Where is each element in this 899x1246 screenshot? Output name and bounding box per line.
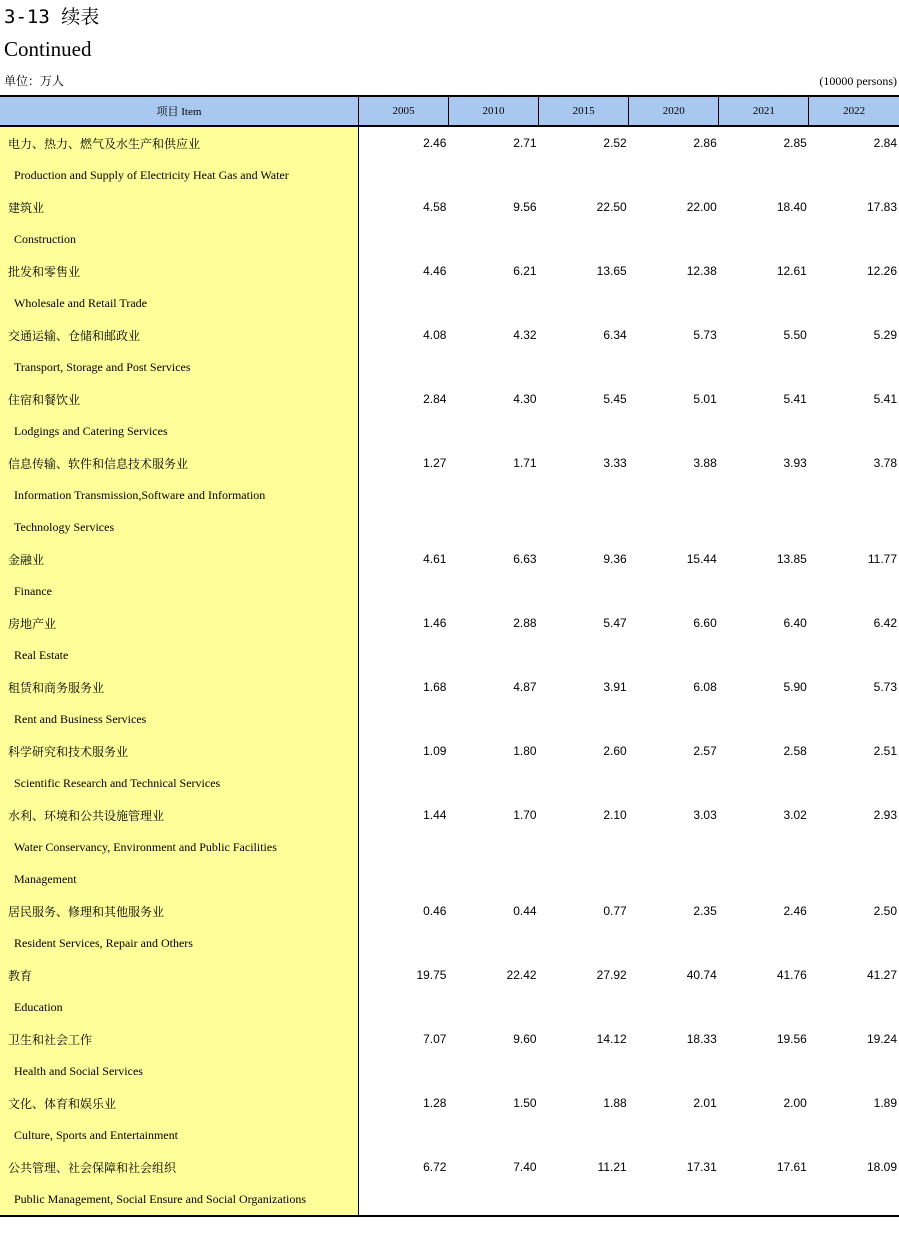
table-cell-empty bbox=[358, 927, 448, 959]
table-row-en bbox=[0, 863, 899, 895]
table-row bbox=[0, 255, 899, 287]
table-cell-value: 14.12 bbox=[596, 1032, 627, 1046]
table-cell-empty bbox=[629, 703, 719, 735]
table-cell-value: 22.00 bbox=[686, 200, 717, 214]
row-label-cn: 公共管理、社会保障和社会组织 bbox=[0, 1151, 358, 1183]
table-cell-value: 1.44 bbox=[423, 808, 447, 822]
table-cell-value: 9.60 bbox=[513, 1032, 537, 1046]
table-cell-empty bbox=[719, 1055, 809, 1087]
row-label-en: Production and Supply of Electricity Heat Gas and Water bbox=[0, 159, 358, 191]
table-cell-value: 5.41 bbox=[783, 392, 807, 406]
table-row-en bbox=[0, 159, 899, 191]
table-row-en bbox=[0, 223, 899, 255]
table-row-en bbox=[0, 351, 899, 383]
table-cell-empty bbox=[358, 575, 448, 607]
row-label-cn: 教育 bbox=[0, 959, 358, 991]
table-cell-empty bbox=[448, 927, 538, 959]
table-cell-value: 6.42 bbox=[873, 616, 897, 630]
table-cell-empty bbox=[358, 1055, 448, 1087]
table-cell-empty bbox=[358, 863, 448, 895]
table-cell-value: 1.71 bbox=[513, 456, 537, 470]
table-cell-value: 2.93 bbox=[873, 808, 897, 822]
table-cell-value: 4.32 bbox=[513, 328, 537, 342]
table-cell-value: 2.01 bbox=[693, 1096, 717, 1110]
table-row-en bbox=[0, 1055, 899, 1087]
table-cell-value: 17.31 bbox=[686, 1160, 717, 1174]
row-label-cn: 建筑业 bbox=[0, 191, 358, 223]
table-cell-empty bbox=[358, 223, 448, 255]
table-row-en bbox=[0, 511, 899, 543]
table-cell-value: 2.60 bbox=[603, 744, 627, 758]
table-cell-value: 5.90 bbox=[783, 680, 807, 694]
row-label-cn: 批发和零售业 bbox=[0, 255, 358, 287]
table-cell-empty bbox=[539, 351, 629, 383]
table-cell-empty bbox=[358, 511, 448, 543]
table-cell-value: 1.89 bbox=[873, 1096, 897, 1110]
table-cell-value: 3.33 bbox=[603, 456, 627, 470]
table-cell-empty bbox=[629, 991, 719, 1023]
table-row bbox=[0, 447, 899, 479]
table-row-en bbox=[0, 1183, 899, 1216]
table-cell-empty bbox=[809, 1183, 899, 1216]
table-cell-value: 5.41 bbox=[873, 392, 897, 406]
table-cell-empty bbox=[358, 1183, 448, 1216]
table-cell-value: 19.75 bbox=[416, 968, 447, 982]
table-row bbox=[0, 799, 899, 831]
table-cell-value: 0.44 bbox=[513, 904, 537, 918]
table-cell-value: 6.60 bbox=[693, 616, 717, 630]
table-cell-value: 2.71 bbox=[513, 136, 537, 150]
table-cell-value: 4.87 bbox=[513, 680, 537, 694]
header-year: 2021 bbox=[719, 96, 809, 126]
table-row-en bbox=[0, 415, 899, 447]
table-cell-empty bbox=[539, 575, 629, 607]
table-cell-empty bbox=[809, 863, 899, 895]
table-cell-empty bbox=[539, 639, 629, 671]
table-cell-value: 2.88 bbox=[513, 616, 537, 630]
table-cell-empty bbox=[629, 159, 719, 191]
table-cell-value: 11.21 bbox=[597, 1160, 627, 1174]
table-cell-empty bbox=[539, 991, 629, 1023]
table-row bbox=[0, 735, 899, 767]
table-row bbox=[0, 1087, 899, 1119]
table-cell-empty bbox=[719, 415, 809, 447]
header-year: 2020 bbox=[629, 96, 719, 126]
table-cell-empty bbox=[719, 575, 809, 607]
header-year: 2010 bbox=[448, 96, 538, 126]
table-cell-value: 1.50 bbox=[513, 1096, 537, 1110]
table-cell-empty bbox=[539, 863, 629, 895]
table-cell-value: 1.80 bbox=[513, 744, 537, 758]
header-year: 2015 bbox=[539, 96, 629, 126]
table-cell-empty bbox=[719, 831, 809, 863]
table-title-cn: 3-13 续表 bbox=[4, 6, 100, 28]
table-cell-empty bbox=[809, 223, 899, 255]
table-cell-empty bbox=[809, 1055, 899, 1087]
table-cell-value: 5.47 bbox=[603, 616, 627, 630]
table-cell-value: 41.76 bbox=[776, 968, 807, 982]
table-cell-value: 6.72 bbox=[423, 1160, 447, 1174]
table-cell-empty bbox=[358, 639, 448, 671]
table-row bbox=[0, 126, 899, 159]
row-label-cn: 科学研究和技术服务业 bbox=[0, 735, 358, 767]
table-cell-empty bbox=[719, 863, 809, 895]
table-cell-value: 18.40 bbox=[776, 200, 807, 214]
table-row-en bbox=[0, 1119, 899, 1151]
header-year: 2005 bbox=[358, 96, 448, 126]
table-cell-empty bbox=[358, 479, 448, 511]
table-body bbox=[0, 126, 899, 1216]
table-cell-value: 1.46 bbox=[423, 616, 447, 630]
table-cell-value: 5.73 bbox=[693, 328, 717, 342]
table-cell-value: 4.58 bbox=[423, 200, 447, 214]
table-cell-value: 13.65 bbox=[596, 264, 627, 278]
table-cell-empty bbox=[448, 1183, 538, 1216]
table-cell-empty bbox=[358, 991, 448, 1023]
table-cell-value: 4.30 bbox=[513, 392, 537, 406]
row-label-en: Education bbox=[0, 991, 358, 1023]
table-cell-empty bbox=[719, 927, 809, 959]
table-cell-empty bbox=[809, 703, 899, 735]
table-cell-empty bbox=[539, 511, 629, 543]
table-cell-empty bbox=[539, 159, 629, 191]
table-cell-empty bbox=[809, 991, 899, 1023]
table-cell-value: 3.88 bbox=[693, 456, 717, 470]
table-cell-value: 15.44 bbox=[686, 552, 717, 566]
table-cell-value: 5.73 bbox=[873, 680, 897, 694]
table-cell-value: 1.68 bbox=[423, 680, 447, 694]
table-cell-empty bbox=[809, 639, 899, 671]
table-cell-empty bbox=[448, 287, 538, 319]
row-label-en: Health and Social Services bbox=[0, 1055, 358, 1087]
table-cell-empty bbox=[809, 1119, 899, 1151]
table-cell-value: 3.93 bbox=[783, 456, 807, 470]
table-cell-value: 2.46 bbox=[783, 904, 807, 918]
table-cell-empty bbox=[719, 703, 809, 735]
table-cell-empty bbox=[448, 479, 538, 511]
table-cell-empty bbox=[719, 1119, 809, 1151]
row-label-cn: 文化、体育和娱乐业 bbox=[0, 1087, 358, 1119]
table-cell-value: 18.09 bbox=[866, 1160, 897, 1174]
table-cell-empty bbox=[629, 287, 719, 319]
table-cell-empty bbox=[539, 479, 629, 511]
table-cell-value: 3.03 bbox=[693, 808, 717, 822]
table-cell-empty bbox=[809, 351, 899, 383]
table-cell-empty bbox=[809, 287, 899, 319]
header-item: 项目 Item bbox=[0, 96, 358, 126]
table-cell-value: 7.07 bbox=[423, 1032, 447, 1046]
table-cell-empty bbox=[358, 159, 448, 191]
row-label-en: Water Conservancy, Environment and Public Facilities bbox=[0, 831, 358, 863]
row-label-cn: 水利、环境和公共设施管理业 bbox=[0, 799, 358, 831]
table-cell-empty bbox=[809, 479, 899, 511]
table-cell-empty bbox=[448, 703, 538, 735]
table-cell-empty bbox=[448, 831, 538, 863]
table-cell-value: 2.46 bbox=[423, 136, 447, 150]
table-row bbox=[0, 959, 899, 991]
table-cell-empty bbox=[809, 831, 899, 863]
table-row bbox=[0, 383, 899, 415]
table-cell-empty bbox=[719, 991, 809, 1023]
table-cell-value: 3.78 bbox=[873, 456, 897, 470]
table-cell-value: 1.27 bbox=[423, 456, 447, 470]
table-cell-empty bbox=[629, 1119, 719, 1151]
table-cell-value: 2.85 bbox=[783, 136, 807, 150]
table-row bbox=[0, 1023, 899, 1055]
table-row-en bbox=[0, 287, 899, 319]
table-cell-value: 3.91 bbox=[603, 680, 627, 694]
row-label-cn: 电力、热力、燃气及水生产和供应业 bbox=[0, 126, 358, 159]
table-cell-empty bbox=[539, 287, 629, 319]
table-cell-value: 22.50 bbox=[596, 200, 627, 214]
table-cell-value: 2.00 bbox=[783, 1096, 807, 1110]
table-cell-empty bbox=[448, 767, 538, 799]
table-row-en bbox=[0, 831, 899, 863]
table-cell-value: 2.57 bbox=[693, 744, 717, 758]
table-cell-value: 12.38 bbox=[686, 264, 717, 278]
table-cell-value: 2.58 bbox=[783, 744, 807, 758]
table-cell-empty bbox=[719, 351, 809, 383]
table-cell-empty bbox=[809, 927, 899, 959]
table-cell-value: 1.09 bbox=[423, 744, 447, 758]
table-cell-empty bbox=[539, 1183, 629, 1216]
table-cell-empty bbox=[358, 831, 448, 863]
table-cell-value: 5.50 bbox=[783, 328, 807, 342]
table-cell-value: 2.10 bbox=[603, 808, 627, 822]
table-row-en bbox=[0, 927, 899, 959]
table-cell-empty bbox=[448, 575, 538, 607]
table-row-en bbox=[0, 479, 899, 511]
row-label-cn: 房地产业 bbox=[0, 607, 358, 639]
table-cell-empty bbox=[809, 159, 899, 191]
row-label-en: Wholesale and Retail Trade bbox=[0, 287, 358, 319]
table-cell-empty bbox=[539, 223, 629, 255]
row-label-en: Scientific Research and Technical Services bbox=[0, 767, 358, 799]
table-cell-value: 2.84 bbox=[873, 136, 897, 150]
table-cell-value: 2.50 bbox=[873, 904, 897, 918]
table-cell-value: 7.40 bbox=[513, 1160, 537, 1174]
table-cell-empty bbox=[629, 927, 719, 959]
table-cell-empty bbox=[629, 767, 719, 799]
table-cell-value: 2.86 bbox=[693, 136, 717, 150]
table-cell-value: 9.36 bbox=[603, 552, 627, 566]
table-cell-empty bbox=[358, 351, 448, 383]
row-label-en: Culture, Sports and Entertainment bbox=[0, 1119, 358, 1151]
row-label-cn: 卫生和社会工作 bbox=[0, 1023, 358, 1055]
unit-label-en: (10000 persons) bbox=[819, 74, 897, 88]
table-cell-empty bbox=[448, 991, 538, 1023]
table-cell-empty bbox=[539, 703, 629, 735]
table-cell-empty bbox=[539, 767, 629, 799]
table-cell-value: 5.45 bbox=[603, 392, 627, 406]
table-row bbox=[0, 1151, 899, 1183]
table-row-en bbox=[0, 703, 899, 735]
table-cell-empty bbox=[719, 287, 809, 319]
table-cell-value: 6.63 bbox=[513, 552, 537, 566]
table-cell-value: 27.92 bbox=[596, 968, 627, 982]
table-cell-empty bbox=[629, 831, 719, 863]
table-cell-value: 18.33 bbox=[686, 1032, 717, 1046]
table-cell-empty bbox=[358, 1119, 448, 1151]
table-cell-empty bbox=[448, 223, 538, 255]
statistics-table bbox=[0, 95, 899, 1217]
table-row-en bbox=[0, 575, 899, 607]
row-label-cn: 住宿和餐饮业 bbox=[0, 383, 358, 415]
table-cell-value: 4.61 bbox=[423, 552, 447, 566]
row-label-en: Rent and Business Services bbox=[0, 703, 358, 735]
table-header-row bbox=[0, 96, 899, 126]
table-cell-value: 6.34 bbox=[603, 328, 627, 342]
row-label-cn: 金融业 bbox=[0, 543, 358, 575]
table-cell-value: 9.56 bbox=[513, 200, 537, 214]
row-label-en: Transport, Storage and Post Services bbox=[0, 351, 358, 383]
table-cell-empty bbox=[629, 223, 719, 255]
table-cell-value: 17.61 bbox=[776, 1160, 807, 1174]
table-cell-empty bbox=[358, 287, 448, 319]
table-cell-empty bbox=[448, 159, 538, 191]
table-cell-empty bbox=[629, 415, 719, 447]
table-cell-value: 5.29 bbox=[873, 328, 897, 342]
table-cell-empty bbox=[448, 1119, 538, 1151]
row-label-cn: 居民服务、修理和其他服务业 bbox=[0, 895, 358, 927]
table-cell-value: 6.08 bbox=[693, 680, 717, 694]
table-cell-empty bbox=[629, 479, 719, 511]
table-cell-empty bbox=[629, 1183, 719, 1216]
table-cell-empty bbox=[629, 1055, 719, 1087]
table-cell-empty bbox=[629, 575, 719, 607]
row-label-en: Technology Services bbox=[0, 511, 358, 543]
table-cell-empty bbox=[719, 223, 809, 255]
table-cell-empty bbox=[539, 831, 629, 863]
table-cell-empty bbox=[809, 415, 899, 447]
table-cell-value: 2.51 bbox=[873, 744, 897, 758]
table-cell-empty bbox=[719, 1183, 809, 1216]
table-row bbox=[0, 191, 899, 223]
table-row bbox=[0, 607, 899, 639]
row-label-en: Resident Services, Repair and Others bbox=[0, 927, 358, 959]
table-cell-value: 11.77 bbox=[867, 552, 897, 566]
row-label-cn: 信息传输、软件和信息技术服务业 bbox=[0, 447, 358, 479]
table-row bbox=[0, 543, 899, 575]
table-cell-empty bbox=[358, 703, 448, 735]
table-cell-empty bbox=[629, 863, 719, 895]
table-cell-empty bbox=[629, 639, 719, 671]
table-cell-empty bbox=[448, 863, 538, 895]
row-label-en: Construction bbox=[0, 223, 358, 255]
table-cell-value: 13.85 bbox=[776, 552, 807, 566]
table-cell-value: 4.08 bbox=[423, 328, 447, 342]
table-cell-value: 6.21 bbox=[513, 264, 537, 278]
table-row-en bbox=[0, 639, 899, 671]
table-cell-value: 19.56 bbox=[776, 1032, 807, 1046]
table-cell-value: 3.02 bbox=[783, 808, 807, 822]
table-cell-empty bbox=[539, 1055, 629, 1087]
table-cell-empty bbox=[809, 575, 899, 607]
row-label-en: Real Estate bbox=[0, 639, 358, 671]
row-label-en: Finance bbox=[0, 575, 358, 607]
row-label-cn: 交通运输、仓储和邮政业 bbox=[0, 319, 358, 351]
table-cell-value: 17.83 bbox=[866, 200, 897, 214]
table-cell-empty bbox=[539, 1119, 629, 1151]
table-row bbox=[0, 895, 899, 927]
table-title-en: Continued bbox=[4, 37, 92, 61]
table-cell-value: 1.88 bbox=[603, 1096, 627, 1110]
table-cell-value: 1.28 bbox=[423, 1096, 447, 1110]
table-cell-empty bbox=[539, 415, 629, 447]
table-cell-value: 0.77 bbox=[603, 904, 627, 918]
table-cell-empty bbox=[539, 927, 629, 959]
row-label-en: Public Management, Social Ensure and Social Organizations bbox=[0, 1183, 358, 1216]
table-row bbox=[0, 671, 899, 703]
table-cell-empty bbox=[448, 511, 538, 543]
table-cell-value: 12.26 bbox=[866, 264, 897, 278]
table-cell-value: 4.46 bbox=[423, 264, 447, 278]
table-cell-empty bbox=[809, 767, 899, 799]
table-cell-empty bbox=[719, 639, 809, 671]
table-cell-empty bbox=[719, 511, 809, 543]
table-cell-empty bbox=[448, 1055, 538, 1087]
header-year: 2022 bbox=[809, 96, 899, 126]
table-cell-value: 1.70 bbox=[513, 808, 537, 822]
table-cell-empty bbox=[719, 767, 809, 799]
table-cell-empty bbox=[448, 639, 538, 671]
table-row-en bbox=[0, 991, 899, 1023]
table-cell-empty bbox=[358, 767, 448, 799]
row-label-en: Lodgings and Catering Services bbox=[0, 415, 358, 447]
table-cell-value: 5.01 bbox=[693, 392, 717, 406]
row-label-en: Information Transmission,Software and Information bbox=[0, 479, 358, 511]
table-cell-value: 2.84 bbox=[423, 392, 447, 406]
table-cell-empty bbox=[448, 415, 538, 447]
table-cell-value: 2.52 bbox=[603, 136, 627, 150]
unit-label-cn: 单位：万人 bbox=[4, 74, 65, 88]
table-cell-empty bbox=[719, 479, 809, 511]
table-cell-value: 6.40 bbox=[783, 616, 807, 630]
table-cell-value: 22.42 bbox=[506, 968, 537, 982]
table-cell-value: 40.74 bbox=[686, 968, 717, 982]
row-label-en: Management bbox=[0, 863, 358, 895]
table-cell-value: 2.35 bbox=[693, 904, 717, 918]
table-cell-value: 12.61 bbox=[776, 264, 807, 278]
table-cell-empty bbox=[809, 511, 899, 543]
table-row-en bbox=[0, 767, 899, 799]
table-cell-value: 19.24 bbox=[866, 1032, 897, 1046]
table-cell-empty bbox=[629, 511, 719, 543]
table-cell-value: 0.46 bbox=[423, 904, 447, 918]
table-cell-empty bbox=[448, 351, 538, 383]
table-cell-empty bbox=[719, 159, 809, 191]
row-label-cn: 租赁和商务服务业 bbox=[0, 671, 358, 703]
table-cell-empty bbox=[629, 351, 719, 383]
table-cell-value: 41.27 bbox=[866, 968, 897, 982]
table-cell-empty bbox=[358, 415, 448, 447]
table-row bbox=[0, 319, 899, 351]
